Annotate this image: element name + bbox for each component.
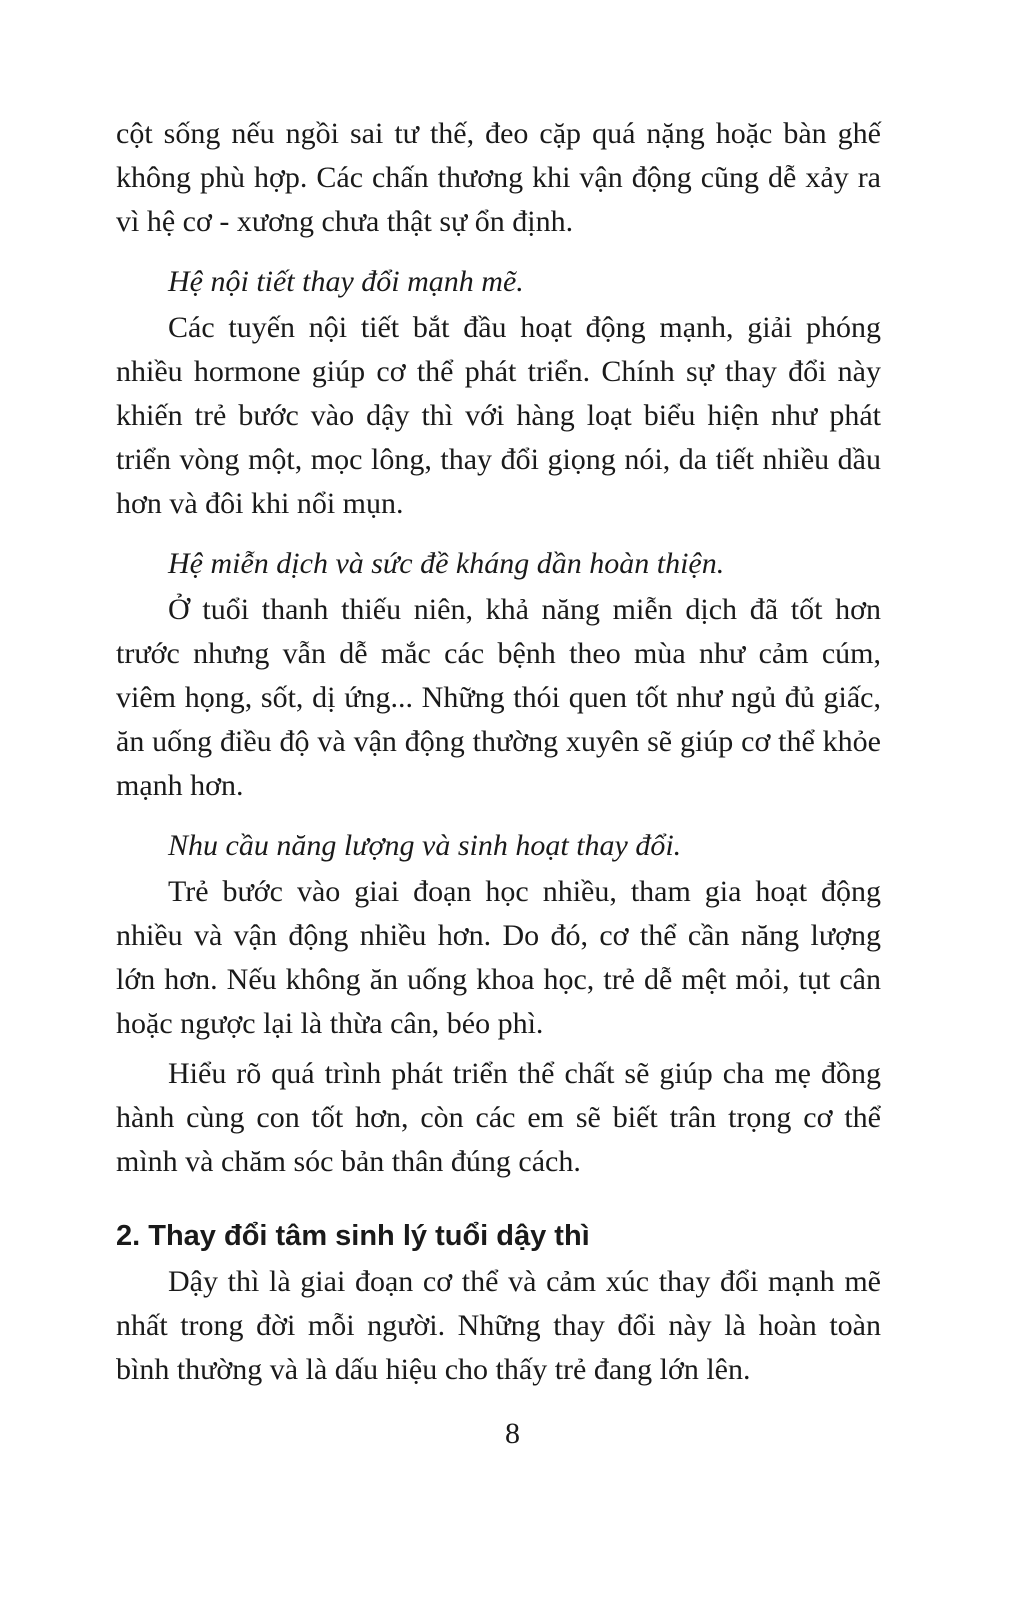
paragraph-immune: Ở tuổi thanh thiếu niên, khả năng miễn dịch đã tốt hơn trước nhưng vẫn dễ mắc các bệnh theo mùa như cảm cúm, viêm họng, sốt, dị ứng... Những thói quen tốt như ngủ đủ giấc, ăn uống điều độ và vận động thường xuyên sẽ giúp cơ thể khỏe mạnh hơn. [116, 593, 881, 802]
paragraph-energy: Trẻ bước vào giai đoạn học nhiều, tham gia hoạt động nhiều và vận động nhiều hơn. Do đó, cơ thể cần năng lượng lớn hơn. Nếu không ăn uống khoa học, trẻ dễ mệt mỏi, tụt cân hoặc ngược lại là thừa cân, béo phì. [116, 875, 881, 1040]
section-heading: 2. Thay đổi tâm sinh lý tuổi dậy thì [116, 1220, 590, 1252]
subheading-immune: Hệ miễn dịch và sức đề kháng dần hoàn thiện. [168, 547, 725, 580]
paragraph-spine-posture: cột sống nếu ngồi sai tư thế, đeo cặp quá nặng hoặc bàn ghế không phù hợp. Các chấn thương khi vận động cũng dễ xảy ra vì hệ cơ - xương chưa thật sự ổn định. [116, 117, 881, 238]
paragraph-puberty-intro: Dậy thì là giai đoạn cơ thể và cảm xúc thay đổi mạnh mẽ nhất trong đời mỗi người. Những thay đổi này là hoàn toàn bình thường và là dấu hiệu cho thấy trẻ đang lớn lên. [116, 1265, 881, 1386]
page-body [116, 112, 881, 1392]
paragraph-endocrine: Các tuyến nội tiết bắt đầu hoạt động mạnh, giải phóng nhiều hormone giúp cơ thể phát triển. Chính sự thay đổi này khiến trẻ bước vào dậy thì với hàng loạt biểu hiện như phát triển vòng một, mọc lông, thay đổi giọng nói, da tiết nhiều dầu hơn và đôi khi nổi mụn. [116, 311, 881, 520]
subheading-energy: Nhu cầu năng lượng và sinh hoạt thay đổi. [168, 829, 682, 862]
subheading-endocrine: Hệ nội tiết thay đổi mạnh mẽ. [168, 265, 524, 298]
page-number: 8 [505, 1417, 520, 1450]
paragraph-summary: Hiểu rõ quá trình phát triển thể chất sẽ giúp cha mẹ đồng hành cùng con tốt hơn, còn các em sẽ biết trân trọng cơ thể mình và chăm sóc bản thân đúng cách. [116, 1057, 881, 1178]
